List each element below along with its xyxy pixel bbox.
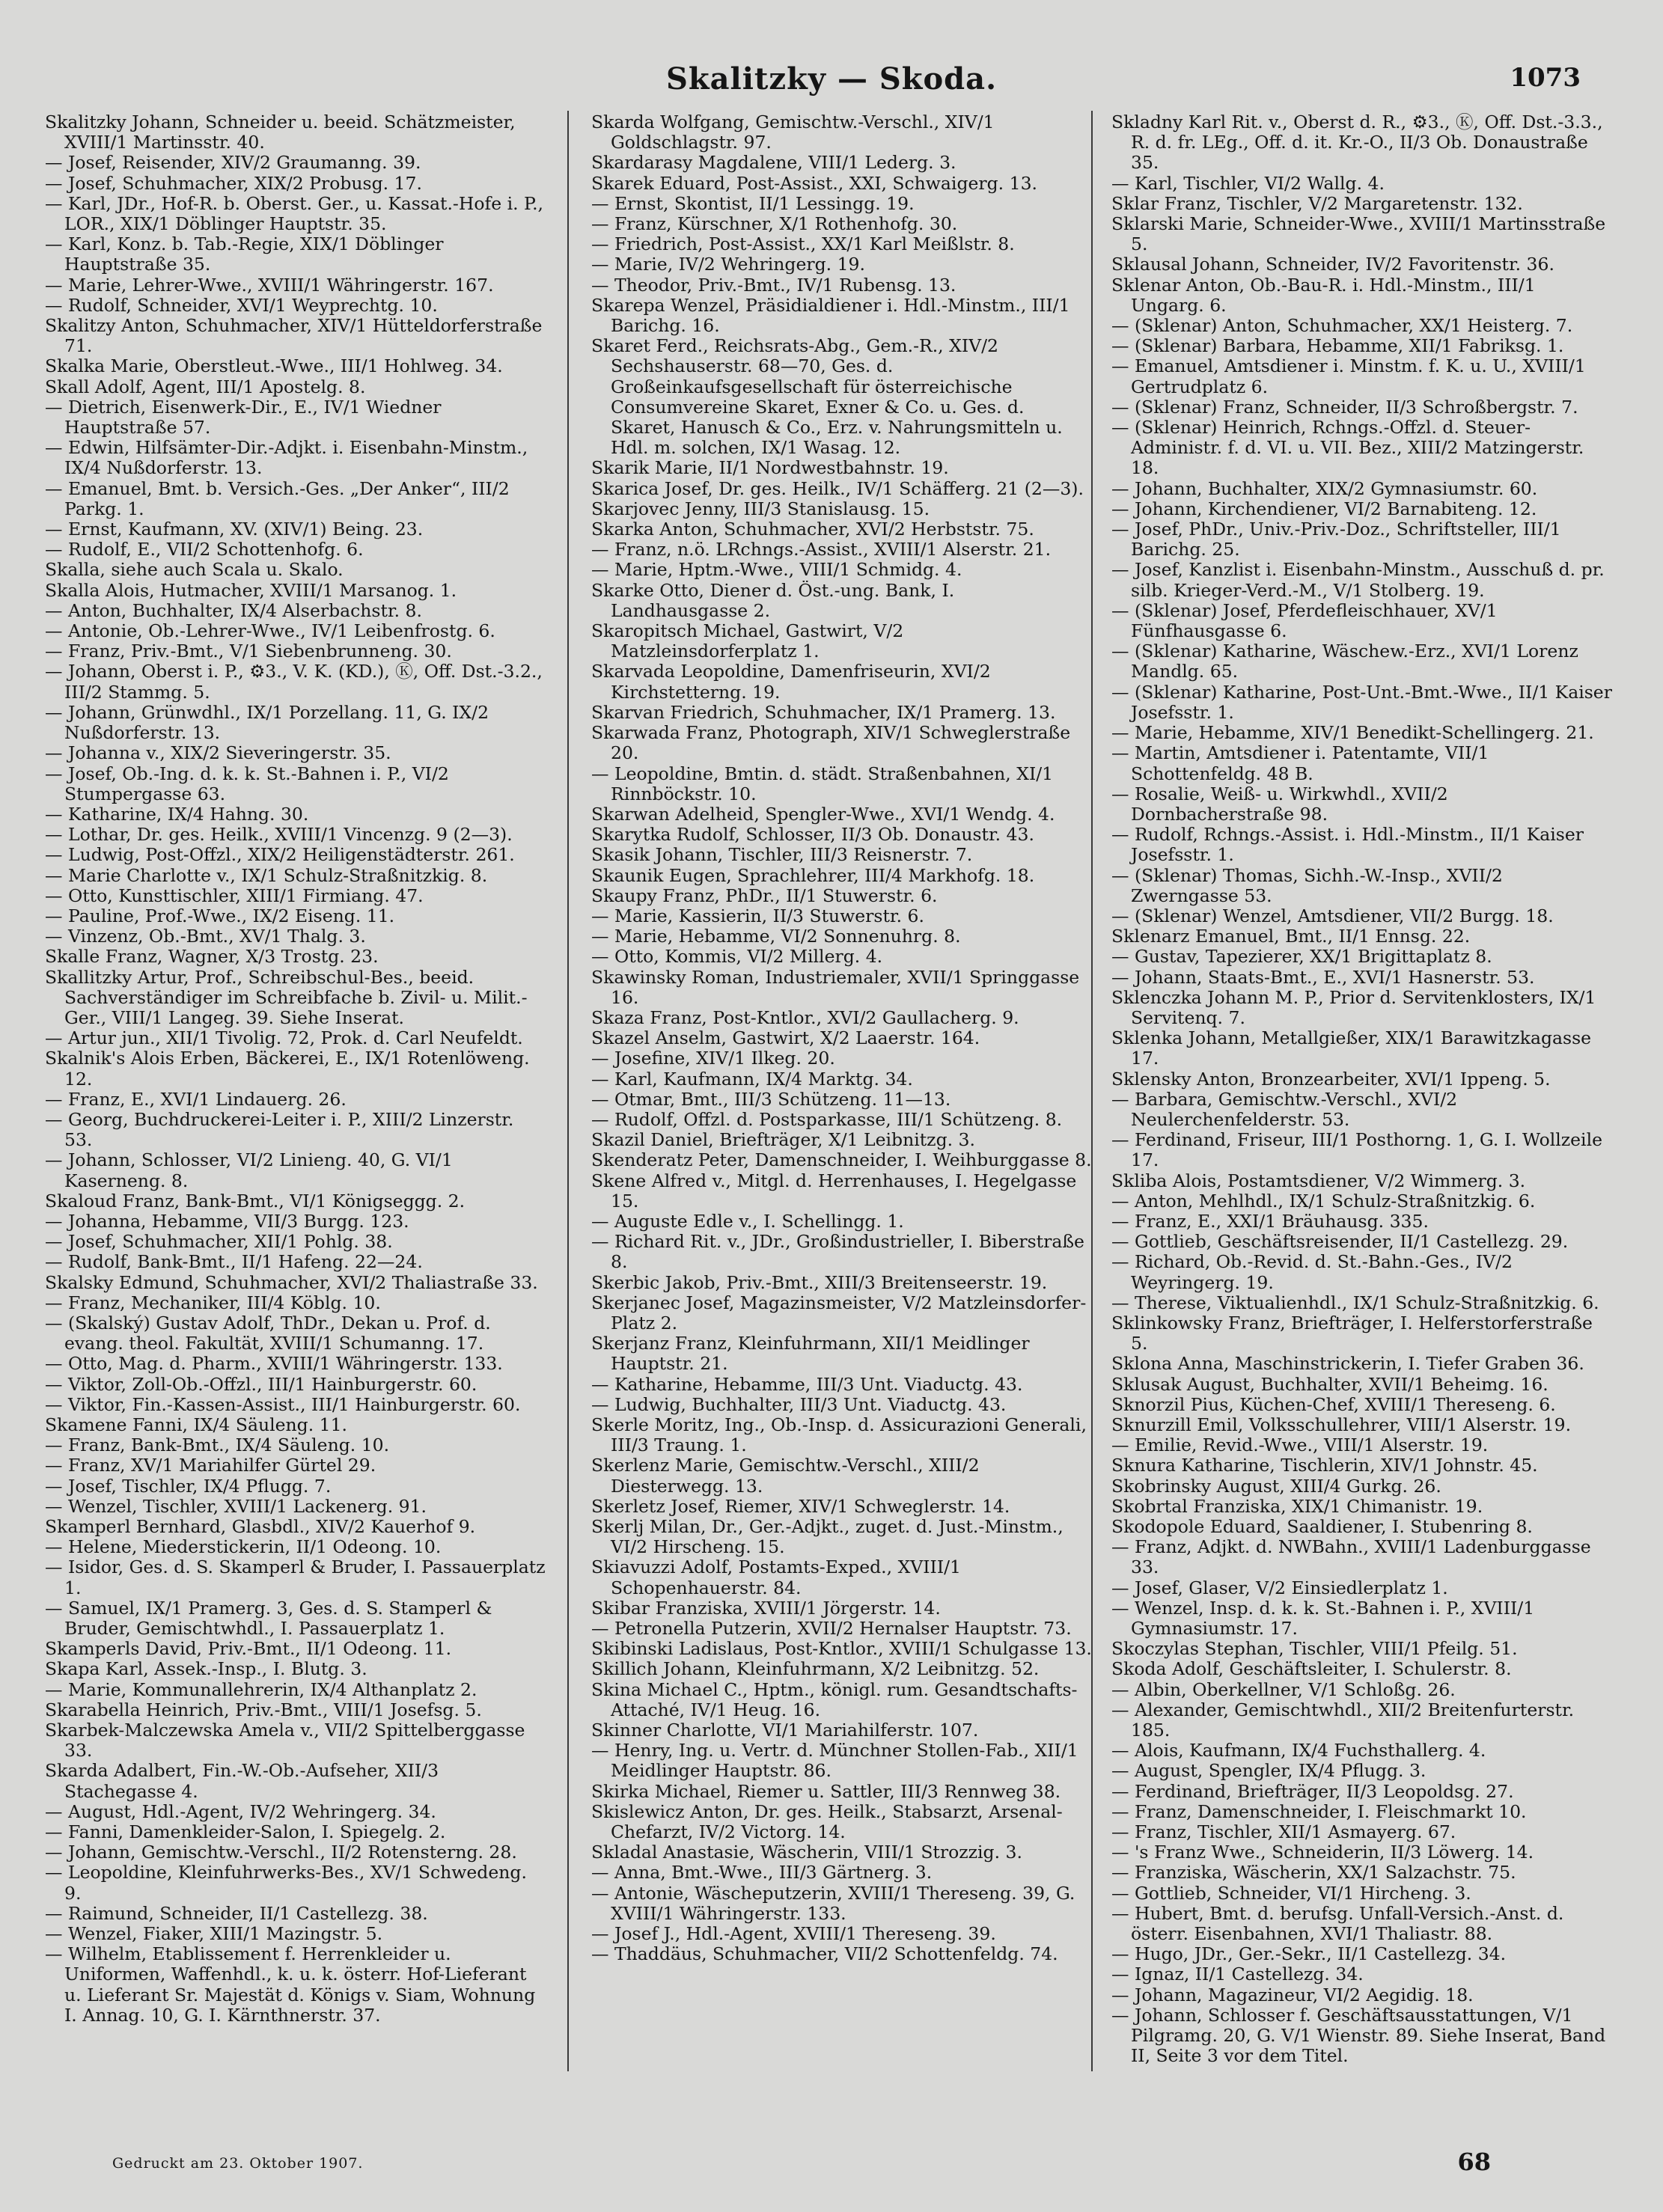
directory-entry: Skarke Otto, Diener d. Öst.-ung. Bank, I. Landhausgasse 2. [591,580,955,621]
directory-entry: Skalla Alois, Hutmacher, XVIII/1 Marsanog. 1. [45,580,457,601]
directory-entry: Skarda Wolfgang, Gemischtw.-Verschl., XIV/1 Goldschlagstr. 97. [591,112,995,153]
directory-entry: — Fanni, Damenkleider-Salon, I. Spiegelg. 2. [45,1822,446,1843]
directory-entry: — Hugo, JDr., Ger.-Sekr., II/1 Castellezg. 34. [1111,1944,1507,1965]
directory-entry: Skapa Karl, Assek.-Insp., I. Blutg. 3. [45,1659,367,1680]
directory-entry: — (Sklenar) Thomas, Sichh.-W.-Insp., XVII/2 Zwerngasse 53. [1111,865,1503,906]
directory-entry: — Karl, Tischler, VI/2 Wallg. 4. [1111,173,1385,194]
directory-entry: — Franziska, Wäscherin, XX/1 Salzachstr. 75. [1111,1863,1516,1883]
directory-entry: Sklausal Johann, Schneider, IV/2 Favoritenstr. 36. [1111,254,1554,275]
directory-entry: Skladny Karl Rit. v., Oberst d. R., ⚙3., Ⓚ, Off. Dst.-3.3., R. d. fr. LEg., Off. d. it. Kr.-O., II/3 Ob. Donaustraße 35. [1111,112,1603,174]
directory-entry: — Gustav, Tapezierer, XX/1 Brigittaplatz 8. [1111,947,1492,968]
directory-entry: — Emanuel, Bmt. b. Versich.-Ges. „Der Anker“, III/2 Parkg. 1. [45,478,510,519]
directory-entry: — Antonie, Ob.-Lehrer-Wwe., IV/1 Leibenfrostg. 6. [45,621,495,642]
directory-entry: — Franz, Damenschneider, I. Fleischmarkt 10. [1111,1801,1527,1822]
directory-entry: — Johann, Grünwdhl., IX/1 Porzellang. 11, G. IX/2 Nußdorferstr. 13. [45,702,489,744]
directory-entry: Skalsky Edmund, Schuhmacher, XVI/2 Thaliastraße 33. [45,1272,538,1293]
directory-entry: — Franz, E., XVI/1 Lindauerg. 26. [45,1089,347,1110]
directory-entry: — Antonie, Wäscheputzerin, XVIII/1 Thereseng. 39, G. XVIII/1 Währingerstr. 133. [591,1883,1075,1924]
directory-entry: — Edwin, Hilfsämter-Dir.-Adjkt. i. Eisenbahn-Minstm., IX/4 Nußdorferstr. 13. [45,438,528,479]
directory-entry: — Theodor, Priv.-Bmt., IV/1 Rubensg. 13. [591,275,956,296]
print-date: Gedruckt am 23. Oktober 1907. [112,2155,364,2172]
directory-entry: — Ferdinand, Briefträger, II/3 Leopoldsg. 27. [1111,1781,1514,1802]
directory-entry: — (Sklenar) Anton, Schuhmacher, XX/1 Heisterg. 7. [1111,316,1573,337]
directory-entry: — Josef, Schuhmacher, XII/1 Pohlg. 38. [45,1232,393,1253]
column-divider [567,111,569,2071]
directory-entry: Sklenarz Emanuel, Bmt., II/1 Ennsg. 22. [1111,926,1471,947]
directory-entry: Skaunik Eugen, Sprachlehrer, III/4 Markhofg. 18. [591,865,1035,886]
directory-entry: — Rudolf, Rchngs.-Assist. i. Hdl.-Minstm., II/1 Kaiser Josefsstr. 1. [1111,825,1584,866]
directory-entry: — (Sklenar) Heinrich, Rchngs.-Offzl. d. Steuer-Administr. f. d. VI. u. VII. Bez., XIII/2 Matzingerstr. 18. [1111,418,1584,479]
directory-entry: — Martin, Amtsdiener i. Patentamte, VII/1 Schottenfeldg. 48 B. [1111,743,1489,784]
directory-entry: Skalitzky Johann, Schneider u. beeid. Schätzmeister, XVIII/1 Martinsstr. 40. [45,112,516,153]
directory-entry: Skerlj Milan, Dr., Ger.-Adjkt., zuget. d. Just.-Minstm., VI/2 Hirscheng. 15. [591,1517,1064,1558]
directory-entry: — Anton, Buchhalter, IX/4 Alserbachstr. 8. [45,600,422,621]
directory-entry: — Johann, Kirchendiener, VI/2 Barnabiteng. 12. [1111,498,1537,519]
directory-entry: — Johann, Magazineur, VI/2 Aegidig. 18. [1111,1985,1474,2005]
directory-entry: — Isidor, Ges. d. S. Skamperl & Bruder, I. Passauerplatz 1. [45,1557,546,1598]
directory-entry: Skillich Johann, Kleinfuhrmann, X/2 Leibnitzg. 52. [591,1659,1040,1680]
directory-entry: — Franz, Kürschner, X/1 Rothenhofg. 30. [591,214,958,235]
directory-entry: Skodopole Eduard, Saaldiener, I. Stubenring 8. [1111,1517,1533,1538]
signature-mark: 68 [1457,2148,1491,2176]
directory-entry: — Wenzel, Tischler, XVIII/1 Lackenerg. 91. [45,1496,427,1517]
directory-entry: Skerjanz Franz, Kleinfuhrmann, XII/1 Meidlinger Hauptstr. 21. [591,1333,1030,1375]
directory-entry: Skalnik's Alois Erben, Bäckerei, E., IX/1 Rotenlöweng. 12. [45,1048,530,1090]
directory-entry: — Josefine, XIV/1 Ilkeg. 20. [591,1048,835,1069]
directory-entry: Skarica Josef, Dr. ges. Heilk., IV/1 Schäfferg. 21 (2—3). [591,478,1084,499]
directory-entry: — Auguste Edle v., I. Schellingg. 1. [591,1211,904,1232]
directory-entry: Skene Alfred v., Mitgl. d. Herrenhauses, I. Hegelgasse 15. [591,1170,1077,1212]
directory-entry: — Marie, Hptm.-Wwe., VIII/1 Schmidg. 4. [591,560,962,581]
directory-entry: Skoczylas Stephan, Tischler, VIII/1 Pfeilg. 51. [1111,1639,1518,1660]
directory-entry: — Franz, Adjkt. d. NWBahn., XVIII/1 Ladenburggasse 33. [1111,1537,1591,1578]
directory-entry: — Josef J., Hdl.-Agent, XVIII/1 Thereseng. 39. [591,1924,996,1945]
directory-column-1 [45,112,546,2026]
directory-entry: — Gottlieb, Schneider, VI/1 Hircheng. 3. [1111,1883,1471,1904]
directory-entry: Sklinkowsky Franz, Briefträger, I. Helferstorferstraße 5. [1111,1313,1593,1354]
directory-entry: Skerbic Jakob, Priv.-Bmt., XIII/3 Breitenseerstr. 19. [591,1272,1048,1293]
directory-entry: — Petronella Putzerin, XVII/2 Hernalser Hauptstr. 73. [591,1619,1072,1640]
directory-entry: — Anna, Bmt.-Wwe., III/3 Gärtnerg. 3. [591,1863,933,1883]
directory-entry: Skinner Charlotte, VI/1 Mariahilferstr. 107. [591,1720,979,1741]
directory-entry: Skaret Ferd., Reichsrats-Abg., Gem.-R., XIV/2 Sechshauserstr. 68—70, Ges. d. Großeinkaufsgesellschaft für österreichische Consumvereine Skaret, Exner & Co. u. Ges. d. Skaret, Hanusch & Co., Erz. v. Nahrungsmitteln u. Hdl. m. solchen, IX/1 Wasag. 12. [591,336,1063,459]
directory-entry: Sklona Anna, Maschinstrickerin, I. Tiefer Graben 36. [1111,1354,1584,1375]
directory-entry: Skibinski Ladislaus, Post-Kntlor., XVIII/1 Schulgasse 13. [591,1639,1092,1660]
directory-entry: Skerlenz Marie, Gemischtw.-Verschl., XIII/2 Diesterwegg. 13. [591,1455,980,1497]
directory-entry: Skobrtal Franziska, XIX/1 Chimanistr. 19. [1111,1496,1483,1517]
directory-entry: — Rudolf, E., VII/2 Schottenhofg. 6. [45,540,364,560]
directory-entry: — (Sklenar) Barbara, Hebamme, XII/1 Fabriksg. 1. [1111,336,1564,357]
directory-entry: — Leopoldine, Kleinfuhrwerks-Bes., XV/1 Schwedeng. 9. [45,1863,527,1904]
directory-entry: — Dietrich, Eisenwerk-Dir., E., IV/1 Wiedner Hauptstraße 57. [45,397,442,439]
directory-entry: — Johann, Buchhalter, XIX/2 Gymnasiumstr. 60. [1111,478,1538,499]
directory-entry: — Marie, Hebamme, VI/2 Sonnenuhrg. 8. [591,926,961,947]
directory-entry: — Josef, Reisender, XIV/2 Graumanng. 39. [45,153,421,174]
directory-entry: Skawinsky Roman, Industriemaler, XVII/1 Springgasse 16. [591,967,1080,1008]
directory-entry: Skerletz Josef, Riemer, XIV/1 Schweglerstr. 14. [591,1496,1010,1517]
directory-entry: Skirka Michael, Riemer u. Sattler, III/3 Rennweg 38. [591,1781,1061,1802]
directory-entry: Skarvada Leopoldine, Damenfriseurin, XVI/2 Kirchstetterng. 19. [591,662,991,703]
directory-entry: — Ernst, Kaufmann, XV. (XIV/1) Being. 23. [45,519,424,540]
directory-entry: Sklusak August, Buchhalter, XVII/1 Beheimg. 16. [1111,1374,1548,1395]
directory-entry: Skislewicz Anton, Dr. ges. Heilk., Stabsarzt, Arsenal-Chefarzt, IV/2 Victorg. 14. [591,1801,1063,1843]
directory-entry: — Wilhelm, Etablissement f. Herrenkleider u. Uniformen, Waffenhdl., k. u. k. österr. Hof-Lieferant u. Lieferant Sr. Majestät d. Königs v. Siam, Wohnung I. Annag. 10, G. I. Kärnthnerstr. 37. [45,1944,536,2026]
directory-entry: — Franz, E., XXI/1 Bräuhausg. 335. [1111,1211,1429,1232]
directory-entry: — Karl, Konz. b. Tab.-Regie, XIX/1 Döblinger Hauptstraße 35. [45,234,444,275]
directory-entry: — (Sklenar) Katharine, Wäschew.-Erz., XVI/1 Lorenz Mandlg. 65. [1111,641,1578,682]
directory-entry: — Franz, Priv.-Bmt., V/1 Siebenbrunneng. 30. [45,641,452,662]
directory-entry: — Josef, Tischler, IX/4 Pflugg. 7. [45,1476,332,1497]
directory-entry: — Franz, Tischler, XII/1 Asmayerg. 67. [1111,1822,1456,1843]
directory-entry: Skarvan Friedrich, Schuhmacher, IX/1 Pramerg. 13. [591,702,1056,723]
directory-entry: Skamperls David, Priv.-Bmt., II/1 Odeong. 11. [45,1639,452,1660]
directory-entry: — Otto, Kommis, VI/2 Millerg. 4. [591,947,883,968]
directory-entry: — Therese, Viktualienhdl., IX/1 Schulz-Straßnitzkig. 6. [1111,1292,1599,1313]
directory-entry: — Marie, Kommunallehrerin, IX/4 Althanplatz 2. [45,1679,477,1700]
directory-entry: — Vinzenz, Ob.-Bmt., XV/1 Thalg. 3. [45,926,366,947]
directory-entry: — Johann, Staats-Bmt., E., XVI/1 Hasnerstr. 53. [1111,967,1535,988]
directory-entry: — Viktor, Zoll-Ob.-Offzl., III/1 Hainburgerstr. 60. [45,1374,477,1395]
directory-entry: — Marie, IV/2 Wehringerg. 19. [591,254,865,275]
directory-entry: — Richard Rit. v., JDr., Großindustrieller, I. Biberstraße 8. [591,1232,1084,1273]
directory-entry: — Marie, Hebamme, XIV/1 Benedikt-Schellingerg. 21. [1111,723,1594,744]
directory-entry: Skalka Marie, Oberstleut.-Wwe., III/1 Hohlweg. 34. [45,356,503,377]
directory-entry: Skazel Anselm, Gastwirt, X/2 Laaerstr. 164. [591,1028,980,1049]
directory-entry: — Otto, Kunsttischler, XIII/1 Firmiang. 47. [45,885,424,906]
directory-entry: — Johanna v., XIX/2 Sieveringerstr. 35. [45,743,391,764]
directory-entry: — Otmar, Bmt., III/3 Schützeng. 11—13. [591,1089,951,1110]
directory-entry: — Rudolf, Schneider, XVI/1 Weyprechtg. 10. [45,295,438,316]
directory-entry: Skarwada Franz, Photograph, XIV/1 Schweglerstraße 20. [591,723,1071,764]
directory-column-3 [1111,112,1613,2067]
directory-entry: — Josef, Schuhmacher, XIX/2 Probusg. 17. [45,173,422,194]
directory-entry: Skibar Franziska, XVIII/1 Jörgerstr. 14. [591,1598,941,1619]
directory-entry: — (Sklenar) Franz, Schneider, II/3 Schroßbergstr. 7. [1111,397,1578,418]
directory-entry: Skaloud Franz, Bank-Bmt., VI/1 Königseggg. 2. [45,1191,466,1212]
directory-entry: — (Sklenar) Katharine, Post-Unt.-Bmt.-Wwe., II/1 Kaiser Josefsstr. 1. [1111,682,1612,723]
directory-entry: — Franz, n.ö. LRchngs.-Assist., XVIII/1 Alserstr. 21. [591,540,1052,560]
directory-entry: Skarka Anton, Schuhmacher, XVI/2 Herbststr. 75. [591,519,1034,540]
directory-entry: — Rosalie, Weiß- u. Wirkwhdl., XVII/2 Dornbacherstraße 98. [1111,783,1448,825]
directory-entry: — Marie, Kassierin, II/3 Stuwerstr. 6. [591,905,924,926]
directory-entry: Skarytka Rudolf, Schlosser, II/3 Ob. Donaustr. 43. [591,825,1034,846]
directory-entry: — Katharine, IX/4 Hahng. 30. [45,804,309,825]
directory-entry: — Rudolf, Offzl. d. Postsparkasse, III/1 Schützeng. 8. [591,1109,1063,1130]
directory-entry: — Raimund, Schneider, II/1 Castellezg. 38. [45,1903,428,1924]
directory-entry: — Hubert, Bmt. d. berufsg. Unfall-Versich.-Anst. d. österr. Eisenbahnen, XVI/1 Thaliastr. 88. [1111,1903,1564,1945]
directory-entry: Skarwan Adelheid, Spengler-Wwe., XVI/1 Wendg. 4. [591,804,1055,825]
directory-entry: — Wenzel, Insp. d. k. k. St.-Bahnen i. P., XVIII/1 Gymnasiumstr. 17. [1111,1598,1535,1640]
directory-entry: Skarjovec Jenny, III/3 Stanislausg. 15. [591,498,930,519]
directory-entry: — Anton, Mehlhdl., IX/1 Schulz-Straßnitzkig. 6. [1111,1191,1536,1212]
directory-entry: — Artur jun., XII/1 Tivolig. 72, Prok. d. Carl Neufeldt. [45,1028,523,1049]
directory-column-2 [591,112,1093,1964]
directory-entry: — Josef, Glaser, V/2 Einsiedlerplatz 1. [1111,1577,1448,1598]
directory-entry: — (Skalský) Gustav Adolf, ThDr., Dekan u. Prof. d. evang. theol. Fakultät, XVIII/1 Schumanng. 17. [45,1313,491,1354]
directory-entry: — Lothar, Dr. ges. Heilk., XVIII/1 Vincenzg. 9 (2—3). [45,825,513,846]
directory-entry: Skerjanec Josef, Magazinsmeister, V/2 Matzleinsdorfer-Platz 2. [591,1292,1087,1333]
directory-entry: — Ernst, Skontist, II/1 Lessingg. 19. [591,193,915,214]
directory-entry: — Johann, Gemischtw.-Verschl., II/2 Rotensterng. 28. [45,1842,517,1863]
directory-entry: — Katharine, Hebamme, III/3 Unt. Viaductg. 43. [591,1374,1023,1395]
directory-entry: Skarek Eduard, Post-Assist., XXI, Schwaigerg. 13. [591,173,1037,194]
directory-entry: — Johann, Schlosser, VI/2 Linieng. 40, G. VI/1 Kaserneng. 8. [45,1150,453,1191]
directory-entry: — Richard, Ob.-Revid. d. St.-Bahn.-Ges., IV/2 Weyringerg. 19. [1111,1252,1513,1293]
directory-entry: Skamene Fanni, IX/4 Säuleng. 11. [45,1415,348,1435]
directory-entry: Skazil Daniel, Briefträger, X/1 Leibnitzg. 3. [591,1130,975,1151]
directory-entry: — Karl, JDr., Hof-R. b. Oberst. Ger., u. Kassat.-Hofe i. P., LOR., XIX/1 Döblinger Hauptstr. 35. [45,193,544,235]
directory-entry: Skiavuzzi Adolf, Postamts-Exped., XVIII/1 Schopenhauerstr. 84. [591,1557,961,1598]
directory-entry: — Ludwig, Buchhalter, III/3 Unt. Viaductg. 43. [591,1394,1007,1415]
directory-entry: Skalitzy Anton, Schuhmacher, XIV/1 Hütteldorferstraße 71. [45,316,543,357]
directory-entry: — Emilie, Revid.-Wwe., VIII/1 Alserstr. 19. [1111,1435,1489,1456]
directory-entry: Skobrinsky August, XIII/4 Gurkg. 26. [1111,1476,1441,1497]
directory-entry: Skamperl Bernhard, Glasbdl., XIV/2 Kauerhof 9. [45,1517,476,1538]
directory-entry: Skarda Adalbert, Fin.-W.-Ob.-Aufseher, XII/3 Stachegasse 4. [45,1761,439,1802]
directory-entry: Sklenka Johann, Metallgießer, XIX/1 Barawitzkagasse 17. [1111,1028,1592,1069]
directory-entry: — Samuel, IX/1 Pramerg. 3, Ges. d. S. Stamperl & Bruder, Gemischtwhdl., I. Passauerplatz 1. [45,1598,492,1640]
directory-entry: Skliba Alois, Postamtsdiener, V/2 Wimmerg. 3. [1111,1170,1526,1191]
directory-entry: — Alexander, Gemischtwhdl., XII/2 Breitenfurterstr. 185. [1111,1699,1575,1741]
directory-entry: Skaropitsch Michael, Gastwirt, V/2 Matzleinsdorferplatz 1. [591,621,904,662]
directory-entry: Skaza Franz, Post-Kntlor., XVI/2 Gaullacherg. 9. [591,1007,1019,1028]
directory-entry: — Ferdinand, Friseur, III/1 Posthorng. 1, G. I. Wollzeile 17. [1111,1130,1602,1171]
directory-entry: — Josef, PhDr., Univ.-Priv.-Doz., Schriftsteller, III/1 Barichg. 25. [1111,519,1561,560]
directory-entry: — Josef, Kanzlist i. Eisenbahn-Minstm., Ausschuß d. pr. silb. Krieger-Verd.-M., V/1 Stolberg. 19. [1111,560,1605,601]
directory-entry: Skoda Adolf, Geschäftsleiter, I. Schulerstr. 8. [1111,1659,1512,1680]
directory-entry: — Wenzel, Fiaker, XIII/1 Mazingstr. 5. [45,1924,383,1945]
directory-entry: Sknorzil Pius, Küchen-Chef, XVIII/1 Thereseng. 6. [1111,1394,1556,1415]
directory-entry: — Thaddäus, Schuhmacher, VII/2 Schottenfeldg. 74. [591,1944,1058,1965]
page-number: 1073 [1510,63,1581,93]
directory-entry: — Henry, Ing. u. Vertr. d. Münchner Stollen-Fab., XII/1 Meidlinger Hauptstr. 86. [591,1741,1078,1782]
directory-entry: — Franz, Mechaniker, III/4 Köblg. 10. [45,1292,381,1313]
directory-entry: Sklar Franz, Tischler, V/2 Margaretenstr. 132. [1111,193,1523,214]
directory-entry: Skenderatz Peter, Damenschneider, I. Weihburggasse 8. [591,1150,1092,1171]
directory-entry: — August, Hdl.-Agent, IV/2 Wehringerg. 34. [45,1801,436,1822]
directory-entry: — Johann, Oberst i. P., ⚙3., V. K. (KD.), Ⓚ, Off. Dst.-3.2., III/2 Stammg. 5. [45,662,543,703]
directory-entry: — Franz, XV/1 Mariahilfer Gürtel 29. [45,1455,376,1476]
directory-entry: Skalle Franz, Wagner, X/3 Trostg. 23. [45,947,379,968]
directory-entry: Sknura Katharine, Tischlerin, XIV/1 Johnstr. 45. [1111,1455,1538,1476]
directory-entry: Skallitzky Artur, Prof., Schreibschul-Bes., beeid. Sachverständiger im Schreibfache b. Zivil- u. Milit.-Ger., VIII/1 Langeg. 39. Siehe Inserat. [45,967,528,1028]
directory-entry: — Georg, Buchdruckerei-Leiter i. P., XIII/2 Linzerstr. 53. [45,1109,514,1151]
directory-entry: Skall Adolf, Agent, III/1 Apostelg. 8. [45,376,366,397]
directory-entry: — Barbara, Gemischtw.-Verschl., XVI/2 Neulerchenfelderstr. 53. [1111,1089,1458,1130]
page-header-title: Skalitzky — Skoda. [665,61,997,97]
directory-entry: — August, Spengler, IX/4 Pflugg. 3. [1111,1761,1426,1782]
directory-entry: — Rudolf, Bank-Bmt., II/1 Hafeng. 22—24. [45,1252,423,1273]
directory-entry: Skarik Marie, II/1 Nordwestbahnstr. 19. [591,458,949,479]
directory-entry: — Johann, Schlosser f. Geschäftsausstattungen, V/1 Pilgramg. 20, G. V/1 Wienstr. 89. Siehe Inserat, Band II, Seite 3 vor dem Titel. [1111,2005,1606,2067]
directory-entry: Skalla, siehe auch Scala u. Skalo. [45,560,344,581]
directory-entry: — Franz, Bank-Bmt., IX/4 Säuleng. 10. [45,1435,390,1456]
directory-entry: — Helene, Miederstickerin, II/1 Odeong. 10. [45,1537,442,1558]
directory-entry: — Friedrich, Post-Assist., XX/1 Karl Meißlstr. 8. [591,234,1015,255]
directory-entry: Sklensky Anton, Bronzearbeiter, XVI/1 Ippeng. 5. [1111,1069,1551,1090]
directory-entry: Skasik Johann, Tischler, III/3 Reisnerstr. 7. [591,845,973,866]
directory-entry: — Marie, Lehrer-Wwe., XVIII/1 Währingerstr. 167. [45,275,494,296]
directory-entry: Skladal Anastasie, Wäscherin, VIII/1 Strozzig. 3. [591,1842,1022,1863]
directory-entry: — Emanuel, Amtsdiener i. Minstm. f. K. u. U., XVIII/1 Gertrudplatz 6. [1111,356,1586,397]
directory-entry: Sklenczka Johann M. P., Prior d. Servitenklosters, IX/1 Servitenq. 7. [1111,987,1596,1028]
directory-entry: Sknurzill Emil, Volksschullehrer, VIII/1 Alserstr. 19. [1111,1415,1572,1435]
directory-entry: Sklarski Marie, Schneider-Wwe., XVIII/1 Martinsstraße 5. [1111,214,1606,255]
directory-entry: Skina Michael C., Hptm., königl. rum. Gesandtschafts-Attaché, IV/1 Heug. 16. [591,1679,1078,1720]
directory-entry: — Alois, Kaufmann, IX/4 Fuchsthallerg. 4. [1111,1741,1486,1762]
directory-entry: — Johanna, Hebamme, VII/3 Burgg. 123. [45,1211,409,1232]
directory-entry: — Pauline, Prof.-Wwe., IX/2 Eiseng. 11. [45,905,395,926]
directory-entry: Skarepa Wenzel, Präsidialdiener i. Hdl.-Minstm., III/1 Barichg. 16. [591,295,1070,337]
directory-entry: Sklenar Anton, Ob.-Bau-R. i. Hdl.-Minstm., III/1 Ungarg. 6. [1111,275,1536,316]
directory-entry: — Ignaz, II/1 Castellezg. 34. [1111,1964,1364,1985]
directory-entry: Skarbek-Malczewska Amela v., VII/2 Spittelberggasse 33. [45,1720,525,1762]
directory-entry: — Josef, Ob.-Ing. d. k. k. St.-Bahnen i. P., VI/2 Stumpergasse 63. [45,763,449,804]
directory-entry: — Viktor, Fin.-Kassen-Assist., III/1 Hainburgerstr. 60. [45,1394,521,1415]
directory-entry: — Gottlieb, Geschäftsreisender, II/1 Castellezg. 29. [1111,1232,1569,1253]
directory-entry: — (Sklenar) Josef, Pferdefleischhauer, XV/1 Fünfhausgasse 6. [1111,600,1498,642]
directory-entry: — Ludwig, Post-Offzl., XIX/2 Heiligenstädterstr. 261. [45,845,515,866]
directory-entry: — Albin, Oberkellner, V/1 Schloßg. 26. [1111,1679,1456,1700]
directory-entry: Skarabella Heinrich, Priv.-Bmt., VIII/1 Josefsg. 5. [45,1699,482,1720]
directory-entry: — (Sklenar) Wenzel, Amtsdiener, VII/2 Burgg. 18. [1111,905,1554,926]
directory-entry: — Otto, Mag. d. Pharm., XVIII/1 Währingerstr. 133. [45,1354,503,1375]
directory-entry: — 's Franz Wwe., Schneiderin, II/3 Löwerg. 14. [1111,1842,1534,1863]
directory-entry: — Karl, Kaufmann, IX/4 Marktg. 34. [591,1069,913,1090]
directory-entry: Skardarasy Magdalene, VIII/1 Lederg. 3. [591,153,956,174]
directory-entry: — Leopoldine, Bmtin. d. städt. Straßenbahnen, XI/1 Rinnböckstr. 10. [591,763,1054,804]
directory-entry: — Marie Charlotte v., IX/1 Schulz-Straßnitzkig. 8. [45,865,488,886]
directory-entry: Skaupy Franz, PhDr., II/1 Stuwerstr. 6. [591,885,938,906]
directory-entry: Skerle Moritz, Ing., Ob.-Insp. d. Assicurazioni Generali, III/3 Traung. 1. [591,1415,1087,1456]
